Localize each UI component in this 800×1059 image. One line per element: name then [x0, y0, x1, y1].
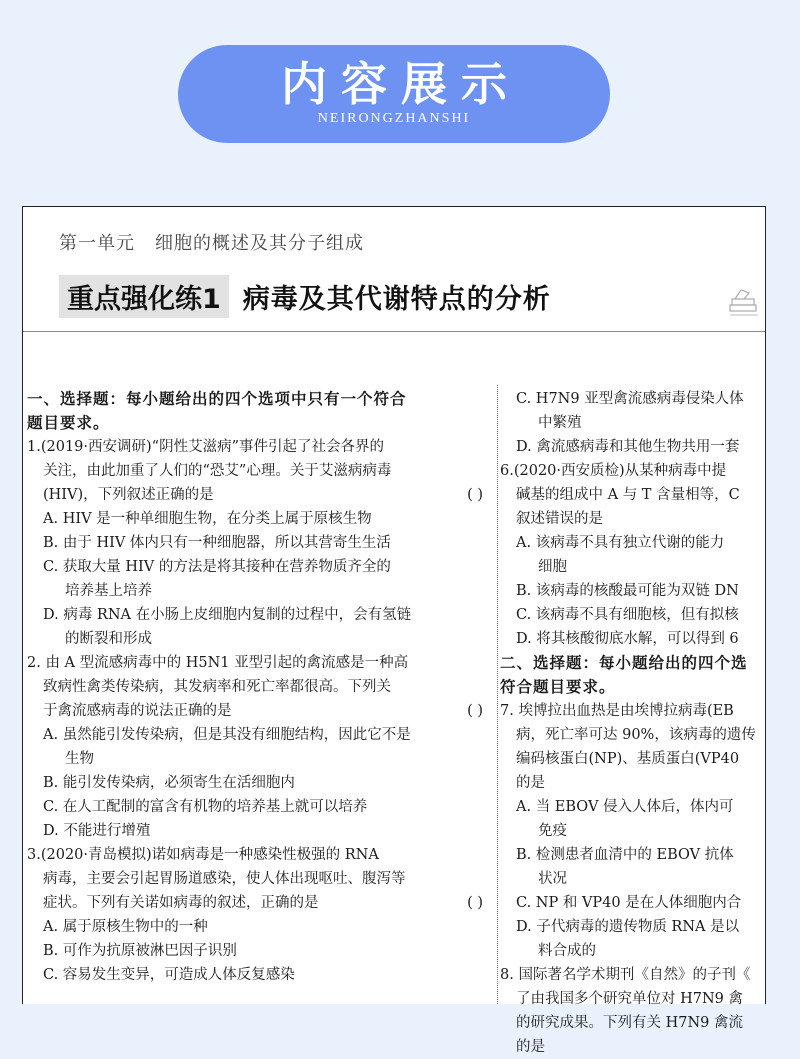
question-text-line: [500, 987, 800, 1011]
question-text-line: [27, 699, 489, 723]
question-text-line: [27, 795, 489, 819]
question-text-line: [27, 459, 489, 483]
line-text: 二、选择题：每小题给出的四个选: [500, 654, 748, 672]
section-name: 病毒及其代谢特点的分析: [242, 284, 551, 315]
line-text: 7. 埃博拉出血热是由埃博拉病毒(EB: [500, 703, 734, 719]
question-text-line: [27, 603, 489, 627]
line-text: (HIV)，下列叙述正确的是: [43, 487, 214, 503]
line-text: 碱基的组成中 A 与 T 含量相等，C: [516, 487, 740, 503]
line-text: 一、选择题：每小题给出的四个选项中只有一个符合: [27, 390, 407, 408]
question-text-line: [27, 939, 489, 963]
line-text: 的断裂和形成: [65, 631, 152, 647]
line-text: 题目要求。: [27, 414, 110, 432]
question-text-line: [500, 699, 800, 723]
line-text: 3.(2020·青岛模拟)诺如病毒是一种感染性极强的 RNA: [27, 847, 379, 863]
question-text-line: [27, 843, 489, 867]
line-text: B. 该病毒的核酸最可能为双链 DN: [516, 583, 739, 599]
line-text: 8. 国际著名学术期刊《自然》的子刊《: [500, 967, 751, 983]
line-text: 2. 由 A 型流感病毒中的 H5N1 亚型引起的禽流感是一种高: [27, 655, 409, 671]
line-text: A. 虽然能引发传染病，但是其没有细胞结构，因此它不是: [43, 727, 411, 743]
line-text: 的研究成果。下列有关 H7N9 禽流: [516, 1015, 744, 1031]
question-text-line: [27, 627, 489, 651]
line-text: A. 当 EBOV 侵入人体后，体内可: [516, 799, 734, 815]
question-text-line: [500, 1011, 800, 1035]
section-heading-line: [27, 411, 489, 435]
line-text: C. H7N9 亚型禽流感病毒侵染人体: [516, 391, 744, 407]
line-text: 1.(2019·西安调研)“阴性艾滋病”事件引起了社会各界的: [27, 439, 384, 455]
line-text: 病，死亡率可达 90%，该病毒的遗传: [516, 727, 756, 743]
left-column: [27, 387, 489, 987]
line-text: 关注，由此加重了人们的“恐艾”心理。关于艾滋病病毒: [43, 463, 392, 479]
line-text: B. 可作为抗原被淋巴因子识别: [43, 943, 237, 959]
line-text: 的是: [516, 1039, 545, 1055]
section-tag: 重点强化练1: [59, 275, 229, 318]
question-text-line: [500, 387, 800, 411]
question-text-line: [500, 555, 800, 579]
books-icon: [727, 287, 761, 321]
line-text: 叙述错误的是: [516, 511, 603, 527]
question-text-line: [27, 747, 489, 771]
right-column: [500, 387, 800, 1059]
line-text: C. 在人工配制的富含有机物的培养基上就可以培养: [43, 799, 368, 815]
question-text-line: [27, 963, 489, 987]
question-text-line: [27, 435, 489, 459]
question-text-line: [27, 675, 489, 699]
line-text: 致病性禽类传染病，其发病率和死亡率都很高。下列关: [43, 679, 391, 695]
line-text: C. 获取大量 HIV 的方法是将其接种在营养物质齐全的: [43, 559, 391, 575]
line-text: A. HIV 是一种单细胞生物，在分类上属于原核生物: [43, 511, 372, 527]
unit-number: 第一单元: [59, 233, 135, 254]
question-text-line: [500, 843, 800, 867]
unit-title: 细胞的概述及其分子组成: [155, 233, 364, 254]
line-text: 症状。下列有关诺如病毒的叙述，正确的是: [43, 895, 319, 911]
line-text: 编码核蛋白(NP)、基质蛋白(VP40: [516, 751, 740, 767]
line-text: B. 检测患者血清中的 EBOV 抗体: [516, 847, 734, 863]
line-text: B. 由于 HIV 体内只有一种细胞器，所以其营寄生生活: [43, 535, 391, 551]
line-text: 免疫: [538, 823, 567, 839]
answer-bracket: ( ): [467, 703, 483, 719]
line-text: D. 禽流感病毒和其他生物共用一套: [516, 439, 740, 455]
question-text-line: [500, 819, 800, 843]
line-text: 料合成的: [538, 943, 596, 959]
question-text-line: [500, 627, 800, 651]
question-text-line: [500, 459, 800, 483]
question-text-line: [27, 891, 489, 915]
question-text-line: [500, 483, 800, 507]
question-text-line: [500, 1035, 800, 1059]
line-text: 病毒，主要会引起胃肠道感染，使人体出现呕吐、腹泻等: [43, 871, 406, 887]
section-heading-line: [500, 651, 800, 675]
question-text-line: [27, 531, 489, 555]
question-text-line: [27, 723, 489, 747]
question-text-line: [500, 795, 800, 819]
question-text-line: [500, 531, 800, 555]
line-text: D. 病毒 RNA 在小肠上皮细胞内复制的过程中，会有氢链: [43, 607, 412, 623]
question-text-line: [500, 507, 800, 531]
line-text: B. 能引发传染病，必须寄生在活细胞内: [43, 775, 295, 791]
line-text: 了由我国多个研究单位对 H7N9 禽: [516, 991, 744, 1007]
question-text-line: [500, 963, 800, 987]
line-text: 于禽流感病毒的说法正确的是: [43, 703, 232, 719]
question-text-line: [500, 771, 800, 795]
question-text-line: [27, 867, 489, 891]
header-divider: [23, 331, 765, 332]
banner-subtitle: NEIRONGZHANSHI: [317, 111, 471, 126]
line-text: 培养基上培养: [65, 583, 152, 599]
question-text-line: [27, 771, 489, 795]
question-text-line: [27, 819, 489, 843]
line-text: 生物: [65, 751, 94, 767]
banner-title: 内容展示: [281, 57, 521, 111]
question-text-line: [27, 579, 489, 603]
question-text-line: [500, 939, 800, 963]
section-heading-line: [27, 387, 489, 411]
line-text: 中繁殖: [538, 415, 582, 431]
section-heading-line: [500, 675, 800, 699]
line-text: A. 该病毒不具有独立代谢的能力: [516, 535, 725, 551]
section-title: [59, 275, 551, 318]
question-text-line: [27, 555, 489, 579]
line-text: C. 该病毒不具有细胞核，但有拟核: [516, 607, 739, 623]
line-text: A. 属于原核生物中的一种: [43, 919, 208, 935]
line-text: D. 将其核酸彻底水解，可以得到 6: [516, 631, 739, 647]
question-text-line: [500, 747, 800, 771]
answer-bracket: ( ): [467, 487, 483, 503]
question-text-line: [500, 603, 800, 627]
question-text-line: [500, 891, 800, 915]
question-text-line: [27, 915, 489, 939]
line-text: D. 子代病毒的遗传物质 RNA 是以: [516, 919, 740, 935]
line-text: 符合题目要求。: [500, 678, 616, 696]
line-text: 6.(2020·西安质检)从某种病毒中提: [500, 463, 727, 479]
question-text-line: [500, 579, 800, 603]
question-text-line: [27, 483, 489, 507]
unit-heading: [59, 229, 364, 255]
line-text: 细胞: [538, 559, 567, 575]
question-text-line: [500, 435, 800, 459]
column-divider: [497, 385, 498, 1004]
question-text-line: [500, 867, 800, 891]
line-text: C. NP 和 VP40 是在人体细胞内合: [516, 895, 742, 911]
document-page: [22, 206, 766, 1055]
question-text-line: [27, 651, 489, 675]
question-text-line: [500, 723, 800, 747]
question-text-line: [500, 915, 800, 939]
question-text-line: [27, 507, 489, 531]
line-text: D. 不能进行增殖: [43, 823, 151, 839]
question-text-line: [500, 411, 800, 435]
line-text: C. 容易发生变异，可造成人体反复感染: [43, 967, 295, 983]
line-text: 状况: [538, 871, 567, 887]
header-banner: [178, 45, 610, 143]
answer-bracket: ( ): [467, 895, 483, 911]
line-text: 的是: [516, 775, 545, 791]
